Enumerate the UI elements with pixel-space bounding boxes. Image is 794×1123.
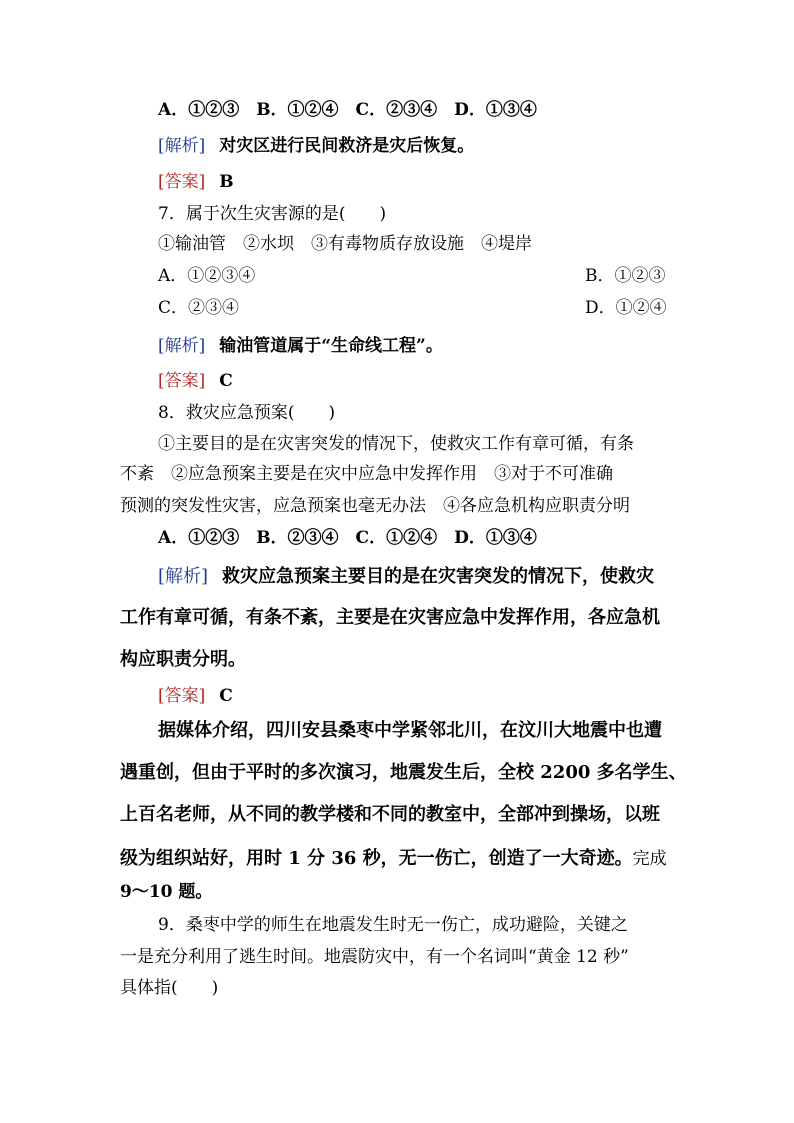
q8-analysis-line1 [158,563,654,591]
q8-items-line2: 不紊 ②应急预案主要是在灾中应急中发挥作用 ③对于不可准确 [120,464,613,484]
q8-analysis-line3: 构应职责分明。 [120,649,246,670]
q9-line2: 一是充分利用了逃生时间。地震防灾中，有一个名词叫“黄金 12 秒” [120,947,629,967]
q8-answer [158,684,233,708]
q7-items: ①输油管 ②水坝 ③有毒物质存放设施 ④堤岸 [158,234,532,254]
analysis-tag: [解析] [158,136,206,156]
q7-stem: 7．属于次生灾害源的是( ) [158,204,387,224]
q8-options: A．①②③ B．②③④ C．①②④ D．①③④ [158,528,537,548]
passage-line5: 9～10 题。 [120,882,213,902]
analysis-tag: [解析] [158,336,206,356]
q8-stem: 8．救灾应急预案( ) [158,403,336,423]
q7-option-b: B．①②③ [585,266,666,286]
q8-analysis-line2: 工作有章可循，有条不紊，主要是在灾害应急中发挥作用，各应急机 [120,607,660,628]
answer-tag: [答案] [158,172,206,192]
passage-line1: 据媒体介绍，四川安县桑枣中学紧邻北川，在汶川大地震中也遭 [158,720,662,741]
q7-option-d: D．①②④ [585,298,667,318]
q8-items-line3: 预测的突发性灾害，应急预案也毫无办法 ④各应急机构应职责分明 [120,496,630,516]
q8-items-line1: ①主要目的是在灾害突发的情况下，使救灾工作有章可循，有条 [158,434,634,454]
analysis-text: 输油管道属于“生命线工程”。 [219,336,443,356]
answer-text: C [219,371,233,391]
answer-text: B [219,172,234,192]
q7-option-c: C．②③④ [158,298,240,318]
analysis-text: 救灾应急预案主要目的是在灾害突发的情况下，使救灾 [222,566,655,587]
passage-line3: 上百名老师，从不同的教学楼和不同的教室中，全部冲到操场，以班 [120,804,660,825]
analysis-text: 对灾区进行民间救济是灾后恢复。 [219,136,475,156]
q7-analysis [158,334,443,358]
q6-answer [158,170,234,194]
passage-line2: 遇重创，但由于平时的多次演习，地震发生后，全校 2200 多名学生、 [120,762,687,783]
q7-options-row1 [158,264,666,288]
answer-tag: [答案] [158,686,206,706]
q7-option-a: A．①②③④ [158,266,256,286]
q7-options-row2 [158,296,667,320]
answer-tag: [答案] [158,371,206,391]
passage-line4 [120,845,667,873]
q6-analysis [158,134,474,158]
q6-options: A．①②③ B．①②④ C．②③④ D．①③④ [158,100,537,120]
q9-line3: 具体指( ) [120,978,219,998]
passage-line4-tail: 完成 [632,849,667,869]
passage-line4-bold: 级为组织站好，用时 1 分 36 秒，无一伤亡，创造了一大奇迹。 [120,848,633,869]
q9-line1: 9．桑枣中学的师生在地震发生时无一伤亡，成功避险，关键之 [158,915,628,935]
answer-text: C [219,686,233,706]
analysis-tag: [解析] [158,566,209,587]
q7-answer [158,369,233,393]
